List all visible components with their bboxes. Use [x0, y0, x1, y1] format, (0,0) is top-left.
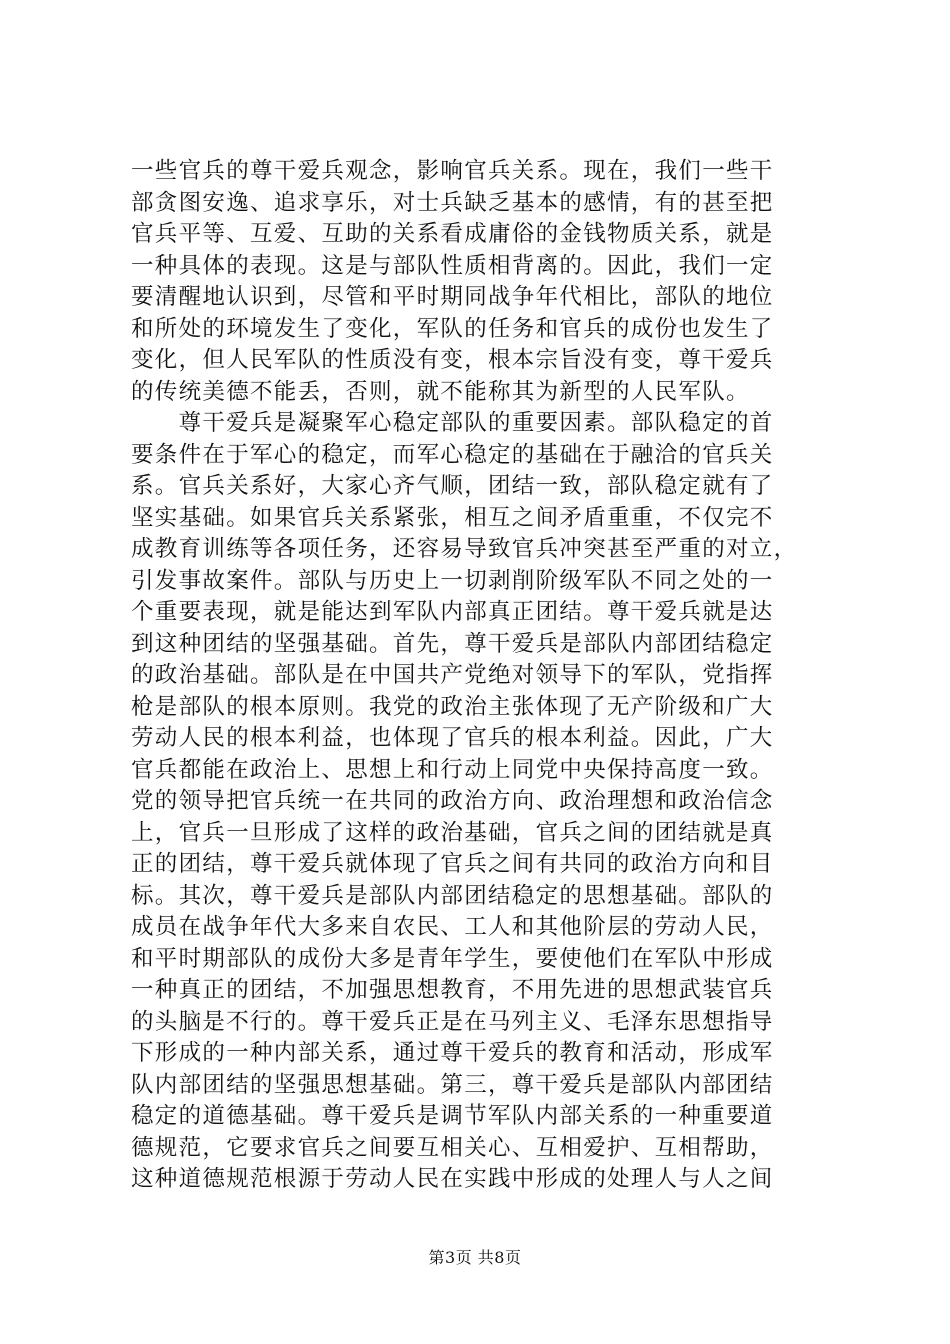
text-line: 正的团结，尊干爱兵就体现了官兵之间有共同的政治方向和目	[131, 851, 774, 877]
text-line: 和平时期部队的成份大多是青年学生，要使他们在军队中形成	[131, 945, 774, 972]
text-line: 队内部团结的坚强思想基础。第三，尊干爱兵是部队内部团结	[131, 1071, 774, 1098]
text-line: 要条件在于军心的稳定，而军心稳定的基础在于融洽的官兵关	[131, 441, 774, 468]
text-line: 一些官兵的尊干爱兵观念，影响官兵关系。现在，我们一些干	[131, 158, 774, 184]
text-line: 的头脑是不行的。尊干爱兵正是在马列主义、毛泽东思想指导	[131, 1008, 774, 1035]
text-line: 德规范，它要求官兵之间要互相关心、互相爱护、互相帮助，	[131, 1134, 774, 1161]
text-line: 上，官兵一旦形成了这样的政治基础，官兵之间的团结就是真	[131, 819, 774, 846]
text-line: 成教育训练等各项任务，还容易导致官兵冲突甚至严重的对立，	[131, 536, 798, 562]
text-line: 官兵平等、互爱、互助的关系看成庸俗的金钱物质关系，就是	[131, 221, 774, 247]
text-line: 到这种团结的坚强基础。首先，尊干爱兵是部队内部团结稳定	[131, 630, 774, 657]
text-line: 劳动人民的根本利益，也体现了官兵的根本利益。因此，广大	[131, 725, 774, 751]
text-line: 变化，但人民军队的性质没有变，根本宗旨没有变，尊干爱兵	[131, 347, 774, 373]
text-line: 和所处的环境发生了变化，军队的任务和官兵的成份也发生了	[131, 315, 774, 342]
text-line: 这种道德规范根源于劳动人民在实践中形成的处理人与人之间	[131, 1166, 774, 1192]
text-line: 一种具体的表现。这是与部队性质相背离的。因此，我们一定	[131, 252, 774, 279]
text-line: 引发事故案件。部队与历史上一切剥削阶级军队不同之处的一	[131, 567, 774, 594]
text-line: 的传统美德不能丢，否则，就不能称其为新型的人民军队。	[131, 378, 750, 405]
text-line: 党的领导把官兵统一在共同的政治方向、政治理想和政治信念	[131, 788, 774, 814]
text-line: 稳定的道德基础。尊干爱兵是调节军队内部关系的一种重要道	[131, 1103, 774, 1129]
body-text	[131, 156, 831, 1196]
text-line: 标。其次，尊干爱兵是部队内部团结稳定的思想基础。部队的	[131, 882, 774, 909]
page-footer: 第3页 共8页	[428, 1248, 522, 1267]
text-line: 部贪图安逸、追求享乐，对士兵缺乏基本的感情，有的甚至把	[131, 189, 774, 216]
text-line: 坚实基础。如果官兵关系紧张，相互之间矛盾重重，不仅完不	[131, 504, 774, 531]
text-line: 枪是部队的根本原则。我党的政治主张体现了无产阶级和广大	[131, 693, 774, 720]
text-line: 官兵都能在政治上、思想上和行动上同党中央保持高度一致。	[131, 756, 774, 783]
text-line: 个重要表现，就是能达到军队内部真正团结。尊干爱兵就是达	[131, 599, 774, 625]
text-line: 的政治基础。部队是在中国共产党绝对领导下的军队，党指挥	[131, 662, 774, 688]
text-line: 成员在战争年代大多来自农民、工人和其他阶层的劳动人民，	[131, 914, 774, 940]
text-line: 一种真正的团结，不加强思想教育，不用先进的思想武装官兵	[131, 977, 774, 1003]
text-line: 要清醒地认识到，尽管和平时期同战争年代相比，部队的地位	[131, 284, 774, 310]
text-line: 下形成的一种内部关系，通过尊干爱兵的教育和活动，形成军	[131, 1040, 774, 1066]
paragraph-start-line: 尊干爱兵是凝聚军心稳定部队的重要因素。部队稳定的首	[131, 410, 774, 436]
text-line: 系。官兵关系好，大家心齐气顺，团结一致，部队稳定就有了	[131, 473, 774, 499]
